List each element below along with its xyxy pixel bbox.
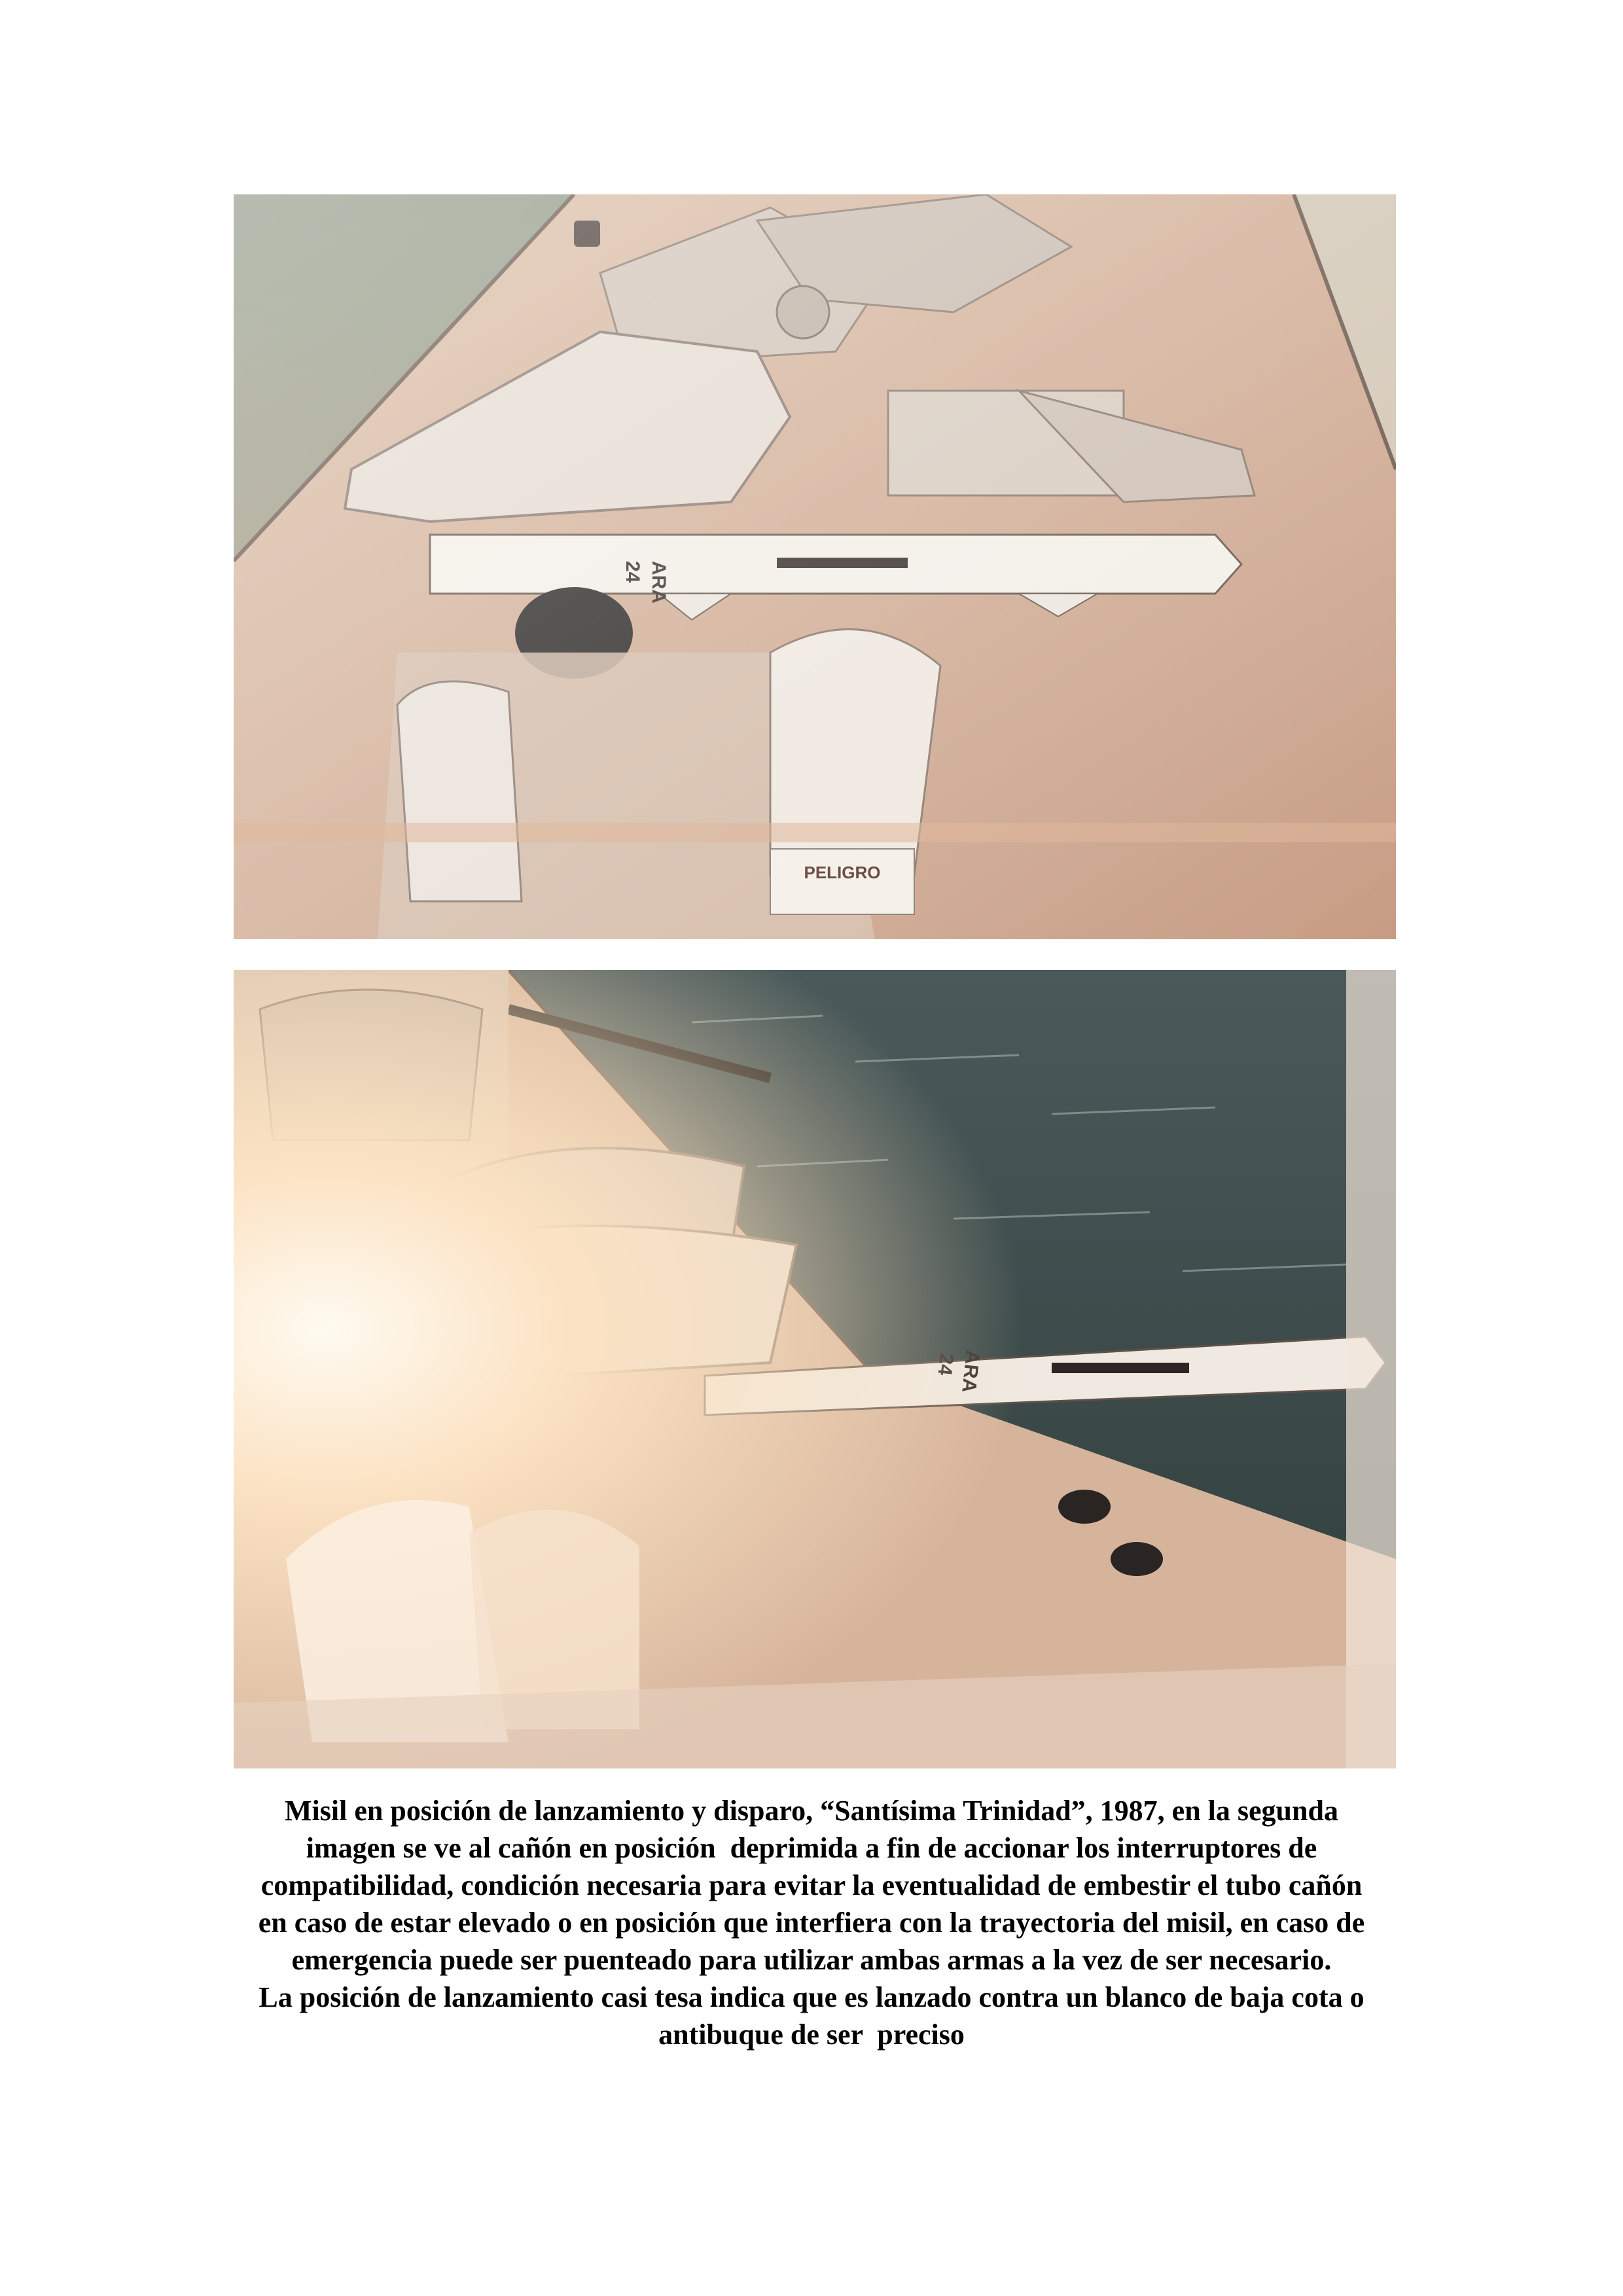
photo-missile-on-launcher <box>234 194 1396 939</box>
photo-missile-launch <box>234 970 1396 1768</box>
photo-caption <box>196 1792 1427 2053</box>
photo-2-illustration <box>234 970 1396 1768</box>
caption-line: emergencia puede ser puenteado para utilizar ambas armas a la vez de ser necesario. <box>291 1944 1332 1976</box>
caption-line: en caso de estar elevado o en posición que interfiera con la trayectoria del misil, en caso de <box>258 1907 1365 1939</box>
caption-line: Misil en posición de lanzamiento y disparo, “Santísima Trinidad”, 1987, en la segunda <box>285 1795 1338 1827</box>
caption-line: imagen se ve al cañón en posición deprimida a fin de accionar los interruptores de <box>306 1832 1317 1864</box>
caption-line: antibuque de ser preciso <box>658 2018 965 2051</box>
caption-line: La posición de lanzamiento casi tesa indica que es lanzado contra un blanco de baja cota o <box>259 1981 1364 2013</box>
photo-1-illustration <box>234 194 1396 939</box>
caption-line: compatibilidad, condición necesaria para evitar la eventualidad de embestir el tubo cañón <box>260 1869 1363 1901</box>
